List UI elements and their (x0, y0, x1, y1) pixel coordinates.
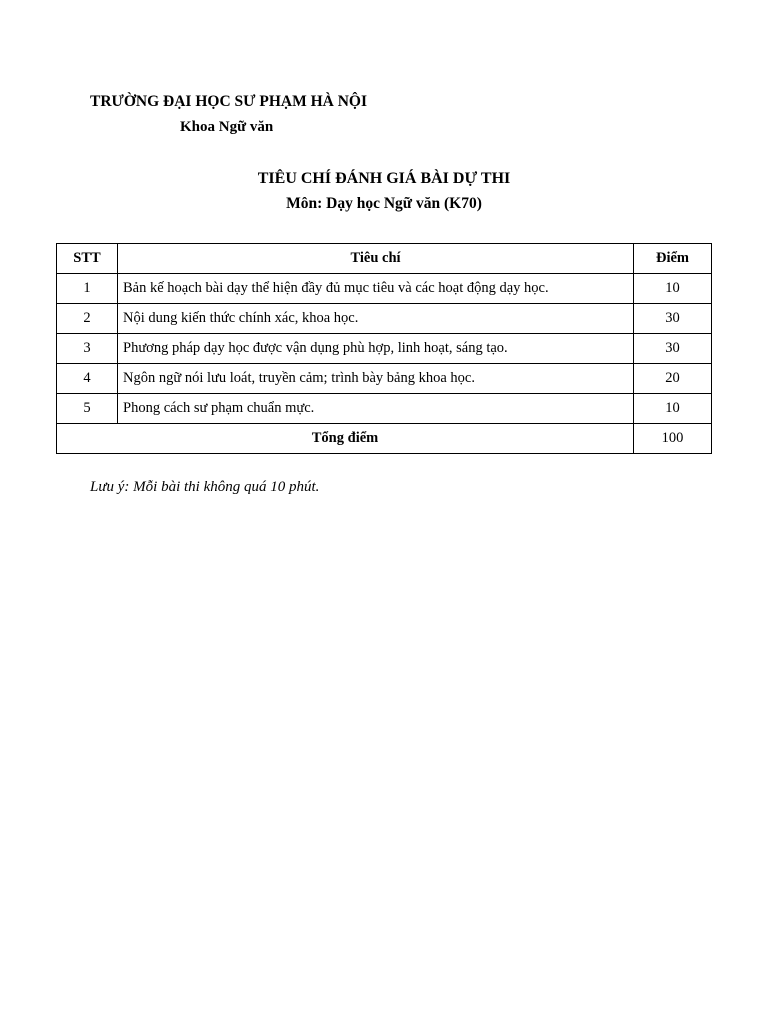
total-row (57, 424, 712, 454)
total-label: Tổng điểm (57, 424, 634, 454)
row-criteria: Nội dung kiến thức chính xác, khoa học. (118, 304, 634, 334)
row-score: 20 (634, 364, 712, 394)
school-name: TRƯỜNG ĐẠI HỌC SƯ PHẠM HÀ NỘI (90, 93, 367, 110)
table-row (57, 334, 712, 364)
row-stt: 5 (57, 394, 118, 424)
faculty-name: Khoa Ngữ văn (180, 119, 274, 135)
table-row (57, 274, 712, 304)
row-stt: 1 (57, 274, 118, 304)
row-score: 30 (634, 334, 712, 364)
table-row (57, 394, 712, 424)
table-header-row (57, 244, 712, 274)
row-stt: 2 (57, 304, 118, 334)
row-stt: 3 (57, 334, 118, 364)
header-score: Điểm (634, 244, 712, 274)
row-score: 10 (634, 394, 712, 424)
document-subtitle: Môn: Dạy học Ngữ văn (K70) (286, 195, 482, 212)
row-criteria: Bản kế hoạch bài dạy thể hiện đầy đủ mục tiêu và các hoạt động dạy học. (118, 274, 634, 304)
row-stt: 4 (57, 364, 118, 394)
row-score: 30 (634, 304, 712, 334)
table-row (57, 304, 712, 334)
row-score: 10 (634, 274, 712, 304)
document-title: TIÊU CHÍ ĐÁNH GIÁ BÀI DỰ THI (257, 170, 511, 187)
table-row (57, 364, 712, 394)
total-score: 100 (634, 424, 712, 454)
criteria-table (56, 243, 712, 454)
row-criteria: Phương pháp dạy học được vận dụng phù hợp, linh hoạt, sáng tạo. (118, 334, 634, 364)
row-criteria: Phong cách sư phạm chuẩn mực. (118, 394, 634, 424)
note-text: Lưu ý: Mỗi bài thi không quá 10 phút. (90, 479, 320, 495)
header-stt: STT (57, 244, 118, 274)
header-criteria: Tiêu chí (118, 244, 634, 274)
row-criteria: Ngôn ngữ nói lưu loát, truyền cảm; trình bày bảng khoa học. (118, 364, 634, 394)
